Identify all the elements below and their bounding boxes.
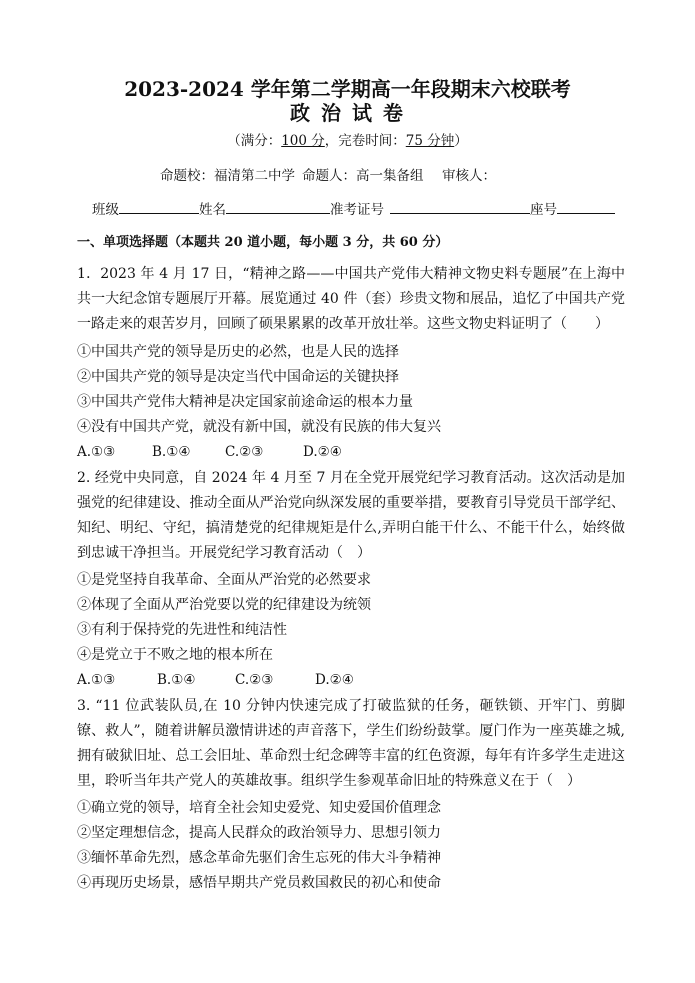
choice-c[interactable]: C.②③	[225, 444, 264, 460]
name-label: 姓名	[199, 202, 226, 218]
option-item: ③有利于保持党的先进性和纯洁性	[77, 622, 287, 638]
option-item: ②中国共产党的领导是决定当代中国命运的关键抉择	[77, 369, 399, 385]
school-label: 命题校：福清第二中学	[160, 168, 295, 184]
option-item: ④是党立于不败之地的根本所在	[77, 647, 273, 663]
section-heading: 一、单项选择题（本题共 20 道小题，每小题 3 分，共 60 分）	[77, 235, 449, 250]
time-value: 75 分钟	[405, 133, 455, 149]
class-blank[interactable]	[119, 199, 199, 214]
choice-b[interactable]: B.①④	[152, 444, 191, 460]
answer-choices	[77, 668, 354, 692]
author-label: 命题人：高一集备组	[302, 168, 424, 184]
choice-d[interactable]: D.②④	[303, 444, 342, 460]
question-stem: 3. “11 位武装队员,在 10 分钟内快速完成了打破监狱的任务，砸铁锁、开牢门、剪脚镣、救人”，随着讲解员激情讲述的声音落下，学生们纷纷鼓掌。厦门作为一座英雄之城,拥有破狱旧址、总工会旧址、革命烈士纪念碑等丰富的红色资源，每年有许多学生走进这里，聆听当年共产党人的英雄故事。组织学生参观革命旧址的特殊意义在于（ ）	[77, 698, 625, 789]
reviewer-label: 审核人：	[442, 168, 496, 184]
option-item: ②坚定理想信念，提高人民群众的政治领导力、思想引领力	[77, 825, 441, 841]
choice-c[interactable]: C.②③	[235, 672, 274, 688]
exam-no-label: 准考证号	[330, 202, 384, 218]
name-blank[interactable]	[226, 199, 330, 214]
author-info	[160, 166, 496, 186]
question-stem: 1．2023 年 4 月 17 日，“精神之路——中国共产党伟大精神文物史料专题展”在上海中共一大纪念馆专题展厅开幕。展览通过 40 件（套）珍贵文物和展品，追忆了中国共产党一路走来的艰苦岁月，回顾了硕果累累的改革开放壮举。这些文物史料证明了（ ）	[77, 266, 625, 332]
score-value: 100 分	[281, 133, 325, 149]
option-item: ①中国共产党的领导是历史的必然，也是人民的选择	[77, 344, 399, 360]
choice-b[interactable]: B.①④	[157, 672, 196, 688]
seat-blank[interactable]	[557, 199, 615, 214]
option-item: ④没有中国共产党，就没有新中国，就没有民族的伟大复兴	[77, 419, 441, 435]
choice-a[interactable]: A.①③	[77, 444, 116, 460]
option-item: ④再现历史场景，感悟早期共产党员救国救民的初心和使命	[77, 875, 441, 891]
score-time-line	[0, 131, 695, 151]
seat-label: 座号	[530, 202, 557, 218]
time-prefix: ，完卷时间：	[324, 133, 406, 149]
option-item: ③缅怀革命先烈，感念革命先驱们舍生忘死的伟大斗争精神	[77, 850, 441, 866]
exam-no-blank[interactable]	[390, 199, 530, 214]
option-item: ①确立党的领导，培育全社会知史爱党、知史爱国价值理念	[77, 800, 441, 816]
choice-d[interactable]: D.②④	[315, 672, 354, 688]
subject-title: 政 治 试 卷	[290, 101, 405, 125]
class-label: 班级	[92, 202, 119, 218]
option-item: ②体现了全面从严治党要以党的纪律建设为统领	[77, 597, 371, 613]
option-item: ③中国共产党伟大精神是决定国家前途命运的根本力量	[77, 394, 413, 410]
answer-choices	[77, 440, 342, 464]
option-item: ①是党坚持自我革命、全面从严治党的必然要求	[77, 572, 371, 588]
student-info-row	[92, 199, 615, 220]
exam-title: 2023-2024 学年第二学期高一年段期末六校联考	[124, 77, 571, 101]
question-stem: 2. 经党中央同意，自 2024 年 4 月至 7 月在全党开展党纪学习教育活动。这次活动是加强党的纪律建设、推动全面从严治党向纵深发展的重要举措，要教育引导党员干部学纪、知纪、明纪、守纪，搞清楚党的纪律规矩是什么,弄明白能干什么、不能干什么，始终做到忠诚干净担当。开展党纪学习教育活动（ ）	[77, 470, 625, 561]
choice-a[interactable]: A.①③	[77, 672, 116, 688]
score-prefix: （满分：	[227, 133, 282, 149]
close-paren: ）	[454, 133, 468, 149]
